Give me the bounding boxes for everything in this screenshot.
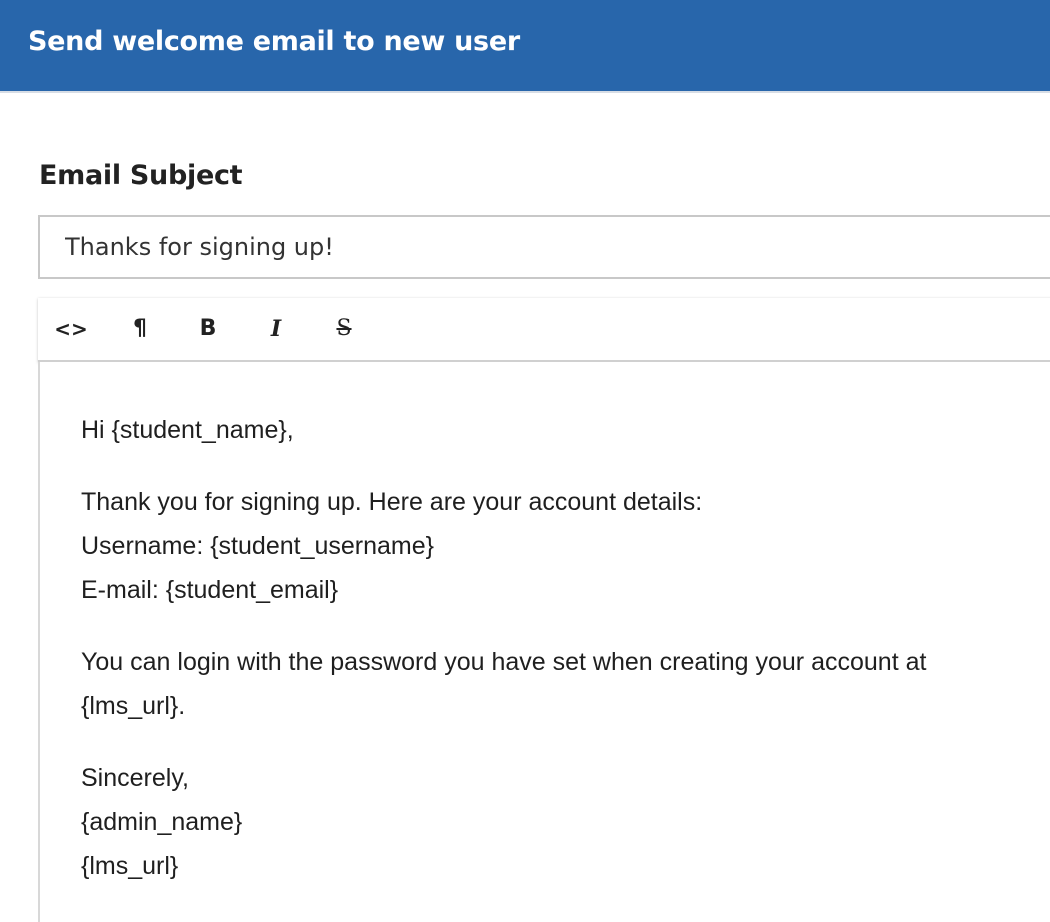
strikethrough-icon: S bbox=[336, 316, 352, 341]
editor-toolbar bbox=[38, 298, 1050, 362]
body-line: E-mail: {student_email} bbox=[81, 576, 339, 604]
strikethrough-button[interactable] bbox=[321, 308, 367, 350]
italic-icon: I bbox=[270, 316, 282, 342]
body-line: {lms_url}. bbox=[81, 692, 186, 720]
body-line: {admin_name} bbox=[81, 808, 243, 836]
code-icon: <> bbox=[54, 317, 88, 341]
html-source-button[interactable] bbox=[48, 308, 94, 350]
body-line: You can login with the password you have set when creating your account at bbox=[81, 648, 927, 676]
body-line: Sincerely, bbox=[81, 764, 189, 792]
italic-button[interactable] bbox=[253, 308, 299, 350]
body-paragraph bbox=[81, 640, 1050, 728]
page-header bbox=[0, 0, 1050, 93]
page-title: Send welcome email to new user bbox=[28, 26, 520, 57]
paragraph-button[interactable] bbox=[117, 308, 163, 350]
body-line: Username: {student_username} bbox=[81, 532, 434, 560]
email-subject-input[interactable] bbox=[38, 215, 1050, 279]
bold-icon: B bbox=[199, 316, 217, 341]
email-body-editor[interactable] bbox=[38, 362, 1050, 922]
body-line: {lms_url} bbox=[81, 852, 179, 880]
body-paragraph bbox=[81, 480, 1050, 612]
body-paragraph bbox=[81, 756, 1050, 888]
paragraph-icon: ¶ bbox=[133, 316, 147, 341]
bold-button[interactable] bbox=[185, 308, 231, 350]
body-line: Hi {student_name}, bbox=[81, 416, 294, 444]
body-paragraph bbox=[81, 408, 1050, 452]
body-line: Thank you for signing up. Here are your account details: bbox=[81, 488, 703, 516]
email-subject-label: Email Subject bbox=[39, 160, 243, 191]
